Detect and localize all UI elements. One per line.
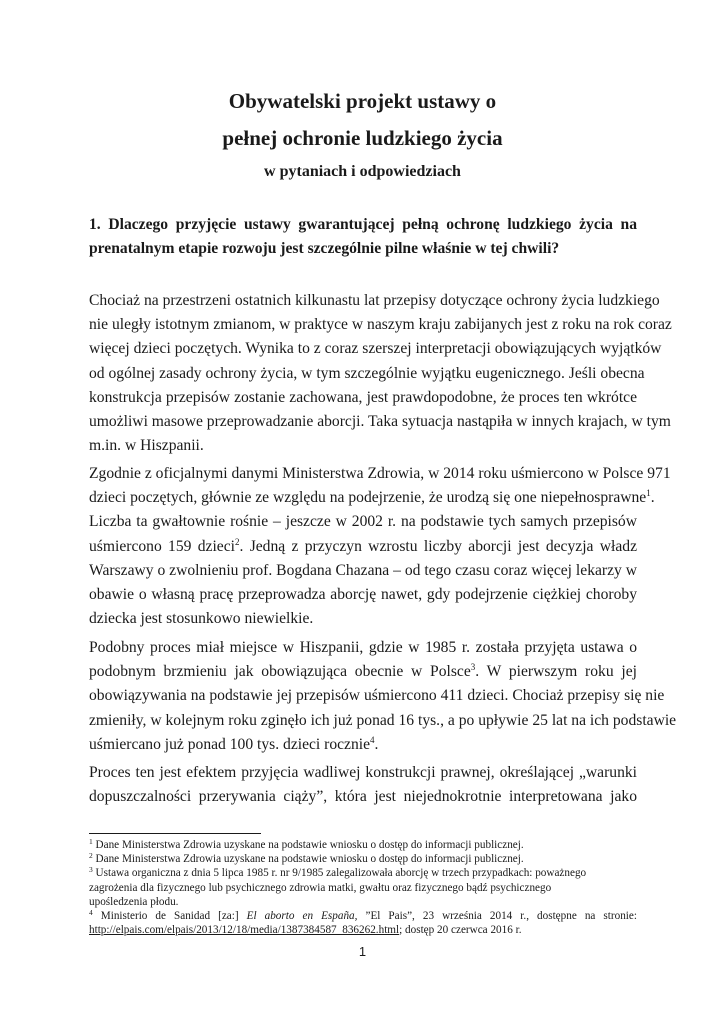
footnote-4-cont [89,923,637,937]
p2-line: Warszawy o zwolnieniu prof. Bogdana Chazana – od tego czasu coraz więcej lekarzy w [89,561,637,579]
footnote-text: Ministerio de Sanidad [za:] [92,910,247,923]
paragraph-4 [89,761,637,809]
p4-line: Proces ten jest efektem przyjęcia wadliwej konstrukcji prawnej, określającej „warunki [89,764,637,781]
footnote-text: Dane Ministerstwa Zdrowia uzyskane na podstawie wniosku o dostęp do informacji publicznej. [92,839,524,851]
p2-line: obawie o własną pracę przeprowadza aborcję nawet, gdy podejrzenie ciężkiej choroby [89,586,637,604]
paragraph-1 [89,289,672,458]
footnote-italic-title: El aborto en España, [246,910,358,923]
p3-line: obowiązywania na podstawie jej przepisów uśmiercono 411 dzieci. Chociaż przepisy się nie [89,687,665,705]
p3-line: zmieniły, w kolejnym roku zginęło ich już ponad 16 tys., a po upływie 25 lat na ich podstawie [89,711,677,729]
footnotes [89,838,637,937]
p3-text: podobnym brzmieniu jak obowiązująca obecnie w Polsce [89,663,471,681]
question-line-1: 1. Dlaczego przyjęcie ustawy gwarantującej pełną ochronę ludzkiego życia na [89,216,637,233]
footnote-3-cont: zagrożenia dla fizycznego lub psychicznego zdrowia matki, gwałtu oraz fizycznego bądź psychicznego [89,881,552,894]
p2-text: . [650,489,655,507]
p3-line [89,660,637,684]
p2-line [89,535,637,559]
p1-line: od ogólnej zasady ochrony życia, w tym szczególnie wyjątku eugenicznego. Jeśli obecna [89,364,645,382]
footnote-separator [89,833,261,834]
title-line-2: pełnej ochronie ludzkiego życia [222,126,503,150]
footnote-link[interactable]: http://elpais.com/elpais/2013/12/18/media/1387384587_836262.html [89,924,400,937]
title-line-1: Obywatelski projekt ustawy o [228,89,497,113]
p3-text: . [374,735,379,753]
footnote-3 [89,866,637,880]
footnote-number: 4 [89,908,93,918]
p1-line: umożliwi masowe przeprowadzanie aborcji. Taka sytuacja nastąpiła w innych krajach, w tym [89,413,671,431]
footnote-ref-3[interactable]: 3 [470,662,476,673]
p1-line: Chociaż na przestrzeni ostatnich kilkunastu lat przepisy dotyczące ochrony życia ludzkiego [89,292,660,309]
paragraph-3 [89,636,677,757]
p1-line: m.in. w Hiszpanii. [89,437,204,455]
footnote-ref-1[interactable]: 1 [646,488,651,499]
footnote-number: 3 [89,865,93,875]
p3-line [89,733,637,757]
footnote-text: Dane Ministerstwa Zdrowia uzyskane na podstawie wniosku o dostęp do informacji publicznej. [92,853,524,866]
footnote-ref-2[interactable]: 2 [234,536,240,547]
p1-line: więcej dzieci poczętych. Wynika to z coraz szerszej interpretacji obowiązujących wyjątków [89,340,662,358]
question-line-2: prenatalnym etapie rozwoju jest szczególnie pilne właśnie w tej chwili? [89,240,560,257]
p2-text: . Jedną z przyczyn wzrostu liczby aborcji jest decyzja władz [239,537,637,555]
p1-line: nie uległy istotnym zmianom, w praktyce w naszym kraju zabijanych jest z roku na rok coraz [89,316,672,334]
p2-line: Zgodnie z oficjalnymi danymi Ministerstwa Zdrowia, w 2014 roku uśmiercono w Polsce 971 [89,465,671,482]
p1-line: konstrukcja przepisów zostanie zachowana, jest prawdopodobne, że proces ten wkrótce [89,388,637,406]
subtitle: w pytaniach i odpowiedziach [264,163,461,180]
p4-line: dopuszczalności przerywania ciąży”, która jest niejednokrotnie interpretowana jako [89,788,637,806]
footnote-2 [89,852,637,866]
footnote-ref-4[interactable]: 4 [370,734,375,745]
p2-line: dziecka jest stosunkowo niewielkie. [89,610,314,628]
footnote-number: 1 [89,837,93,846]
question-heading [89,213,637,261]
p3-line: Podobny proces miał miejsce w Hiszpanii, gdzie w 1985 r. została przyjęta ustawa o [89,639,637,656]
footnote-text: ”El Pais”, 23 września 2014 r., dostępne na stronie: [357,910,637,923]
page-number: 1 [358,944,367,959]
footnote-1 [89,838,637,852]
p2-text: uśmiercono 159 dzieci [89,537,235,555]
p3-text: . W pierwszym roku jej [475,663,637,681]
p2-line: Liczba ta gwałtownie rośnie – jeszcze w 2002 r. na podstawie tych samych przepisów [89,513,637,531]
footnote-4 [89,909,637,923]
paragraph-2 [89,462,671,631]
p2-text: dzieci poczętych, głównie ze względu na podejrzenie, że urodzą się one niepełnosprawne [89,489,647,507]
footnote-number: 2 [89,851,93,861]
footnote-3-cont: upośledzenia płodu. [89,895,179,908]
footnote-text: Ustawa organiczna z dnia 5 lipca 1985 r. nr 9/1985 zalegalizowała aborcję w trzech przypadkach: poważnego [92,867,587,880]
p3-text: uśmiercano już ponad 100 tys. dzieci rocznie [89,735,371,753]
p2-line [89,486,655,510]
footnote-text: ; dostęp 20 czerwca 2016 r. [399,924,522,937]
